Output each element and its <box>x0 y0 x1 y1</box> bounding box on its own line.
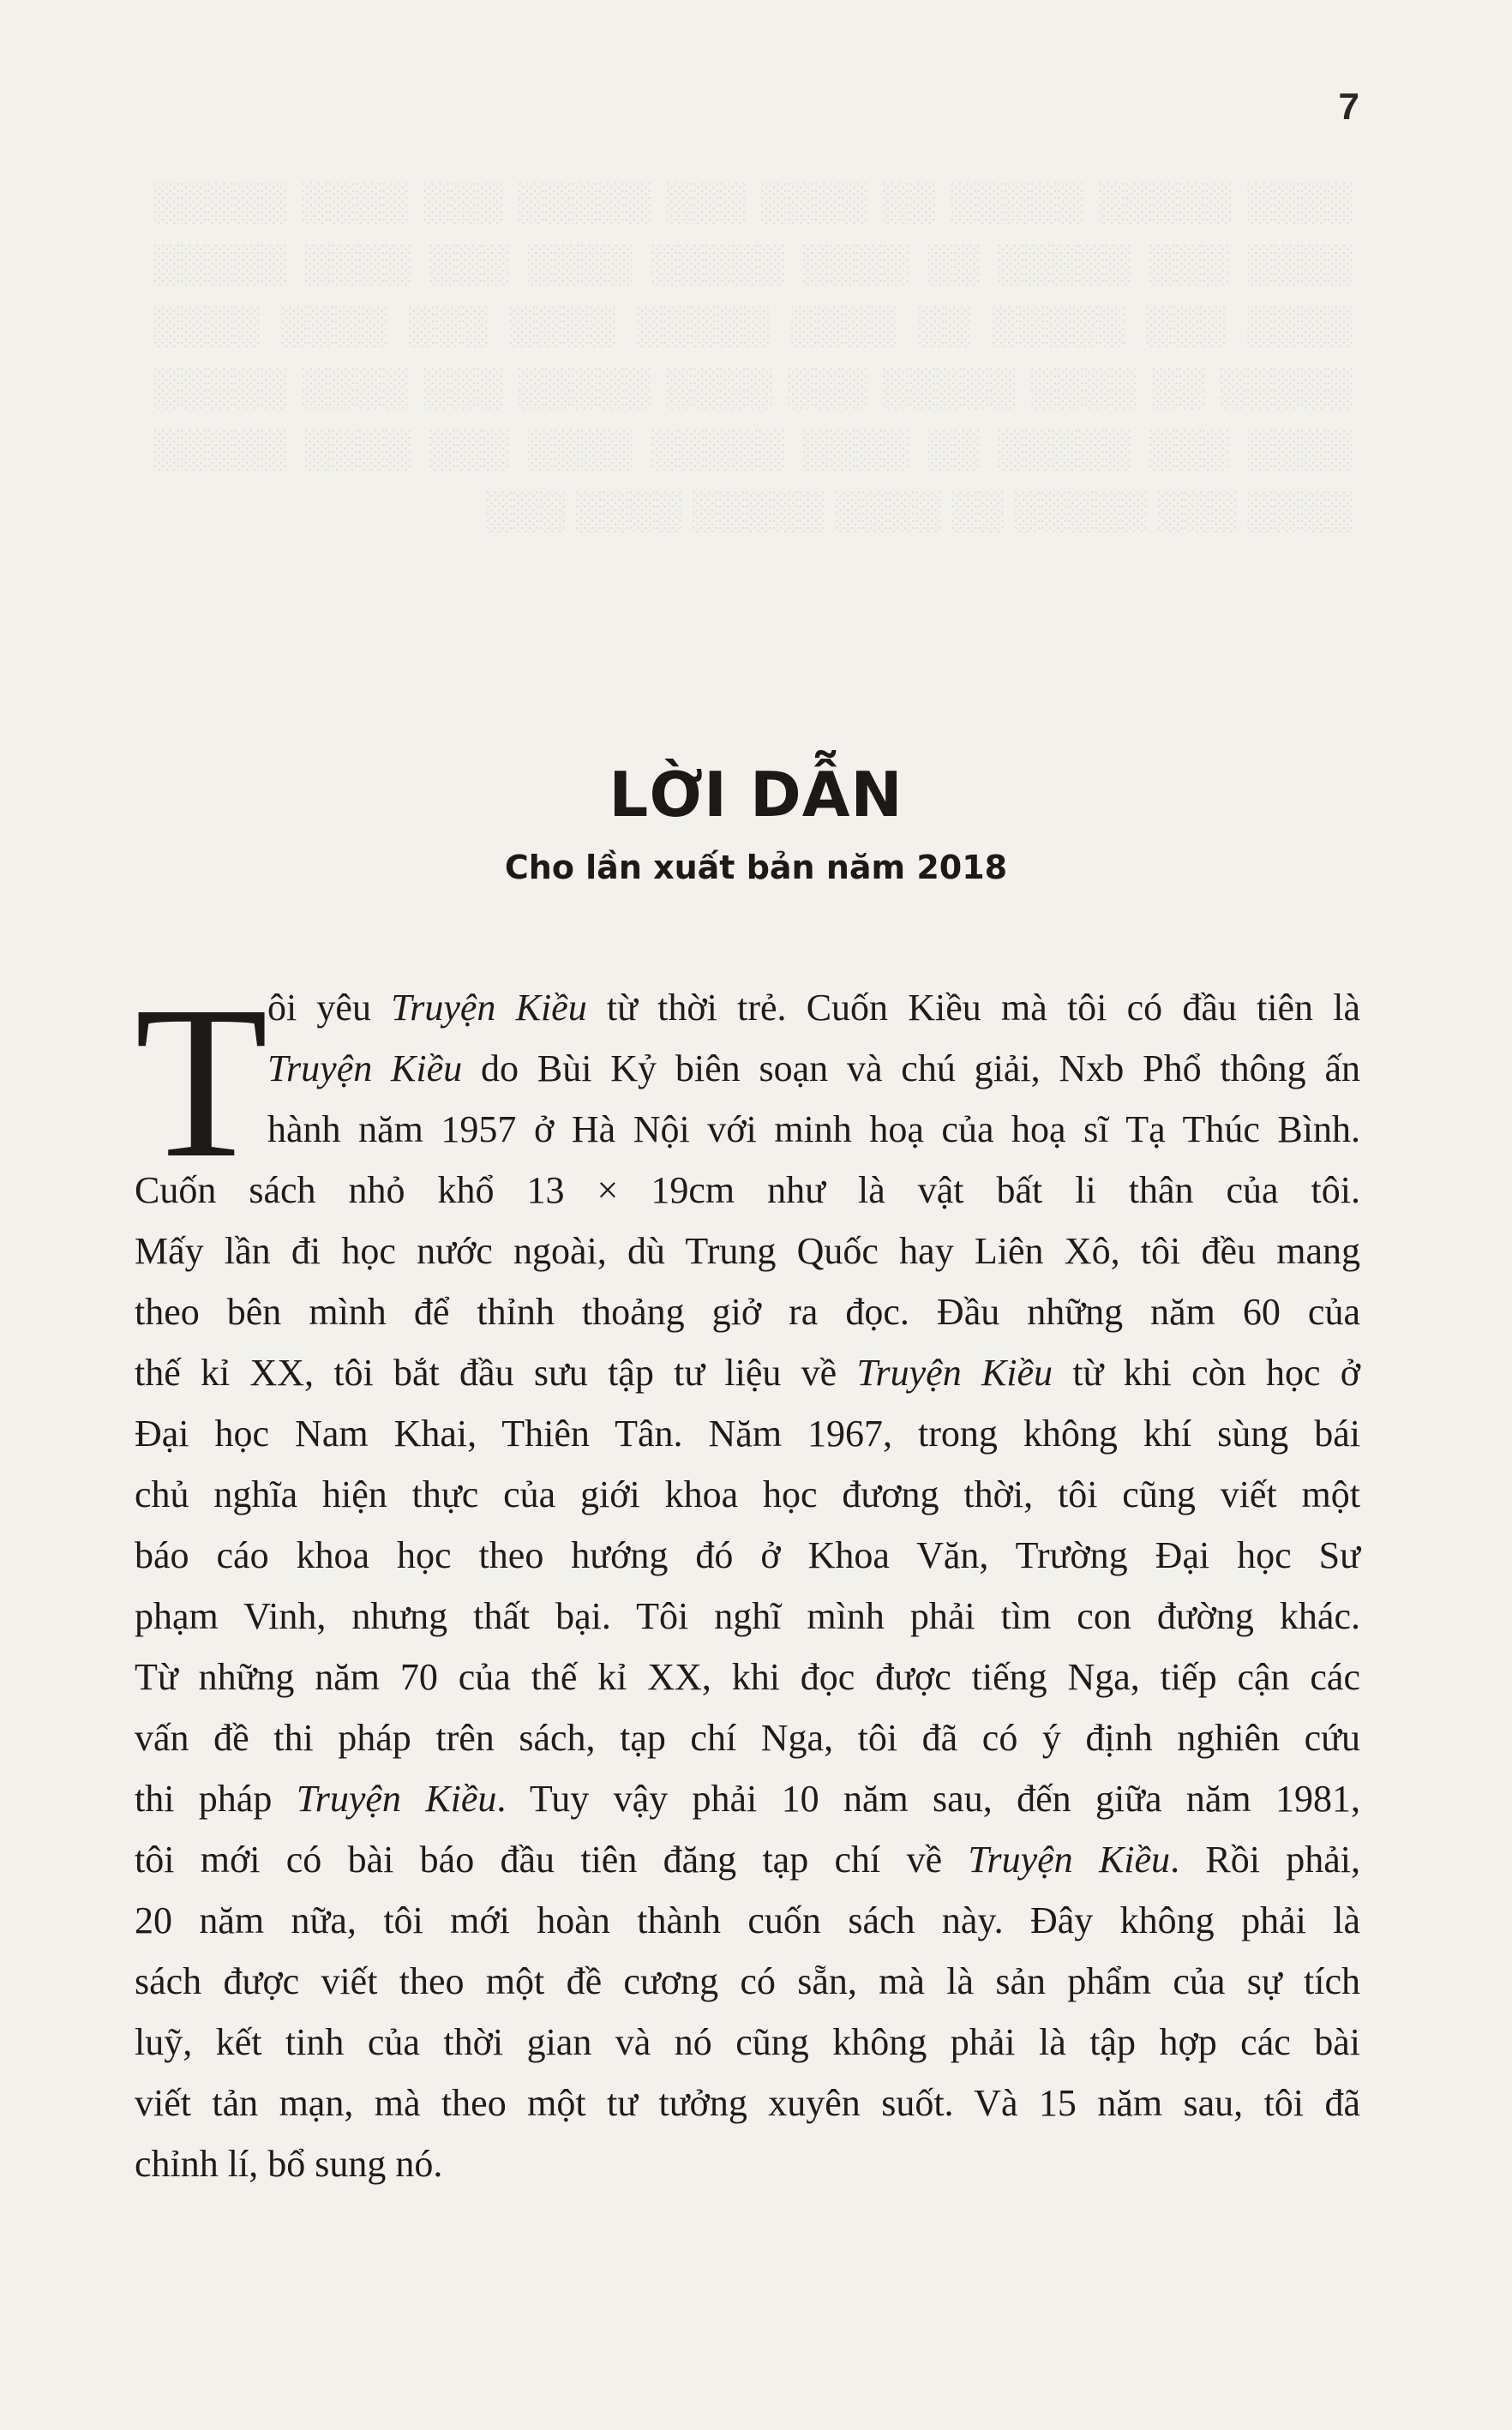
text-line: viết tản mạn, mà theo một tư tưởng xuyên suốt. Và 15 năm sau, tôi đã <box>135 2082 1360 2124</box>
text-line: báo cáo khoa học theo hướng đó ở Khoa Văn, Trường Đại học Sư <box>135 1534 1360 1576</box>
text-line: Từ những năm 70 của thế kỉ XX, khi đọc được tiếng Nga, tiếp cận các <box>135 1656 1360 1698</box>
italic-title: Truyện Kiều <box>968 1839 1171 1881</box>
text-line: phạm Vinh, nhưng thất bại. Tôi nghĩ mình phải tìm con đường khác. <box>135 1595 1360 1637</box>
text-line: Truyện Kiều do Bùi Kỷ biên soạn và chú giải, Nxb Phổ thông ấn <box>267 1047 1361 1089</box>
reverse-page-bleed-through: ░░░░ ░░░░░ ░░░░░ ░░ ░░░░ ░░░ ░░░░░ ░░░ ░░░░ ░░░░░ ░░░░ ░░░ ░░░░░ ░░ ░░░░ ░░░░░ ░░░░ ░░░ ░░░░ ░░░░░ ░░░░ ░░░ ░░░░░ ░░ ░░░░ ░░░░░ ░░░░ ░░░ ░░░░ ░░░░ ░░░░░ ░░ ░░░░ ░░░░░ ░░░ ░░░░ ░░░░░ ░░░ ░░░░ ░░░░░ ░░░░ ░░░ ░░░░░ ░░ ░░░░ ░░░░░ ░░░░ ░░░ ░░░░ ░░░░░ ░░░░ ░░░ ░░░░░ ░░ ░░░░ ░░░░░ ░░░░ ░░░ <box>154 181 1354 531</box>
text-line: vấn đề thi pháp trên sách, tạp chí Nga, tôi đã có ý định nghiên cứu <box>135 1717 1360 1759</box>
text-line: luỹ, kết tinh của thời gian và nó cũng không phải là tập hợp các bài <box>135 2021 1360 2063</box>
chapter-title: LỜI DẪN <box>609 759 903 831</box>
text-line: thi pháp Truyện Kiều. Tuy vậy phải 10 năm sau, đến giữa năm 1981, <box>135 1778 1361 1820</box>
text-line: tôi mới có bài báo đầu tiên đăng tạp chí về Truyện Kiều. Rồi phải, <box>135 1839 1361 1881</box>
paragraph <box>135 962 1361 2194</box>
italic-title: Truyện Kiều <box>856 1352 1053 1394</box>
chapter-subtitle: Cho lần xuất bản năm 2018 <box>504 849 1008 886</box>
text-line: chủ nghĩa hiện thực của giới khoa học đương thời, tôi cũng viết một <box>135 1473 1360 1515</box>
text-line: Mấy lần đi học nước ngoài, dù Trung Quốc hay Liên Xô, tôi đều mang <box>135 1230 1360 1272</box>
text-line: chỉnh lí, bổ sung nó. <box>135 2143 443 2185</box>
text-line: sách được viết theo một đề cương có sẵn, mà là sản phẩm của sự tích <box>135 1960 1360 2002</box>
text-line: 20 năm nữa, tôi mới hoàn thành cuốn sách này. Đây không phải là <box>135 1899 1360 1941</box>
text-line: Cuốn sách nhỏ khổ 13 × 19cm như là vật bất li thân của tôi. <box>135 1169 1360 1211</box>
italic-title: Truyện Kiều <box>267 1047 463 1089</box>
text-line: thế kỉ XX, tôi bắt đầu sưu tập tư liệu về Truyện Kiều từ khi còn học ở <box>135 1352 1360 1394</box>
text-line: theo bên mình để thỉnh thoảng giở ra đọc. Đầu những năm 60 của <box>135 1291 1360 1333</box>
body-text <box>135 962 1361 2194</box>
drop-cap: T <box>135 962 268 1203</box>
page-number: 7 <box>1338 86 1359 128</box>
text-line: Đại học Nam Khai, Thiên Tân. Năm 1967, trong không khí sùng bái <box>135 1413 1360 1455</box>
italic-title: Truyện Kiều <box>391 987 587 1029</box>
text-line: ôi yêu Truyện Kiều từ thời trẻ. Cuốn Kiều mà tôi có đầu tiên là <box>267 987 1360 1029</box>
text-line: hành năm 1957 ở Hà Nội với minh hoạ của hoạ sĩ Tạ Thúc Bình. <box>267 1108 1360 1150</box>
italic-title: Truyện Kiều <box>296 1778 497 1820</box>
